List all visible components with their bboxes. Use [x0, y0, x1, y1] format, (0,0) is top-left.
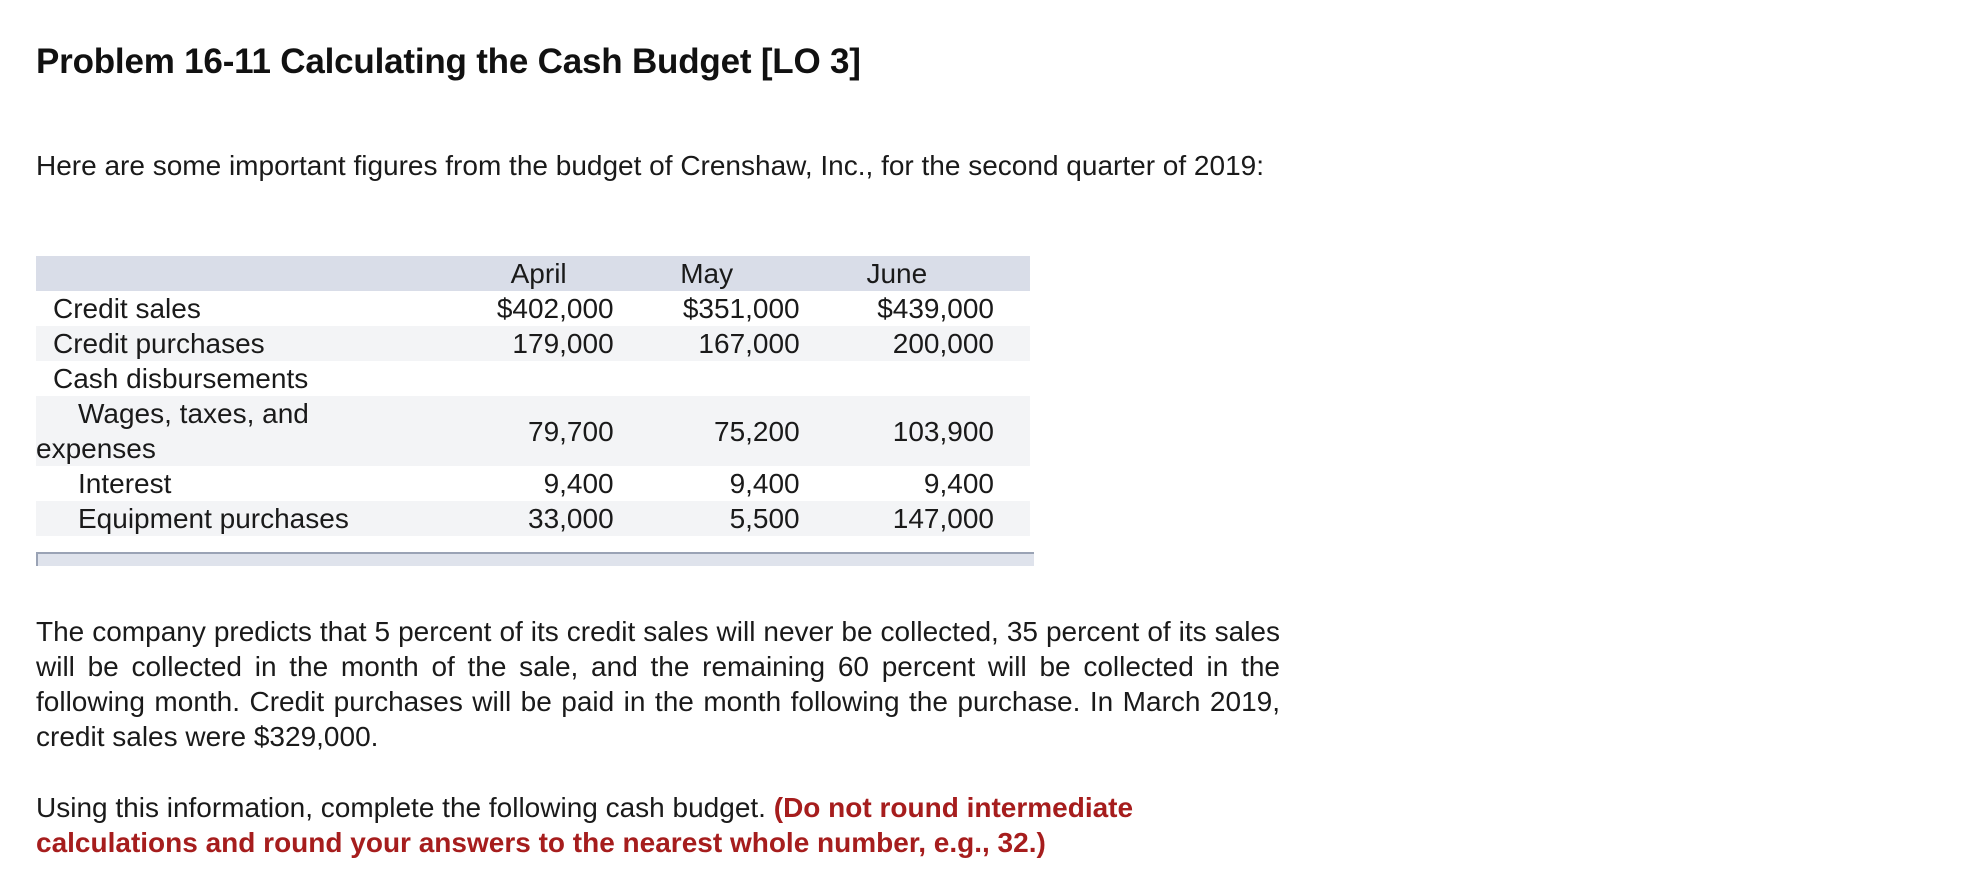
intro-paragraph: Here are some important figures from the budget of Crenshaw, Inc., for the second quarter of 2019: — [36, 150, 1264, 181]
table-row — [36, 291, 1030, 326]
table-row — [36, 466, 1030, 501]
cell-april: 79,700 — [446, 396, 613, 466]
cell-june — [800, 361, 1030, 396]
cell-june: 200,000 — [800, 326, 1030, 361]
header-blank-cell — [36, 256, 446, 291]
row-label: Credit purchases — [36, 326, 446, 361]
row-label: Interest — [78, 468, 172, 499]
cell-april — [446, 361, 613, 396]
instruction-text: Using this information, complete the following cash budget. — [36, 792, 766, 823]
row-label: Cash disbursements — [53, 363, 309, 394]
company-prediction-paragraph: The company predicts that 5 percent of its credit sales will never be collected, 35 percent of its sales will be collected in the month of the sale, and the remaining 60 percent will be collected in the following month. Credit purchases will be paid in the month following the purchase. In March 2019, credit sales were $329,000. — [36, 616, 1280, 752]
header-april: April — [446, 256, 613, 291]
table-row — [36, 326, 1030, 361]
row-label-line2: expenses — [36, 433, 156, 464]
cell-may: 167,000 — [614, 326, 800, 361]
cell-may: $351,000 — [682, 293, 800, 324]
row-label: Credit sales — [53, 293, 201, 324]
cell-april: 9,400 — [543, 468, 614, 499]
table-row — [36, 396, 1030, 466]
cell-may — [614, 361, 800, 396]
row-label: Equipment purchases — [36, 501, 446, 536]
cell-june: $439,000 — [877, 293, 994, 324]
header-june: June — [800, 256, 1030, 291]
cell-april: 33,000 — [446, 501, 613, 536]
cell-may: 75,200 — [614, 396, 800, 466]
table-horizontal-scrollbar[interactable] — [36, 552, 1034, 566]
cell-april: $402,000 — [496, 293, 614, 324]
problem-title: Problem 16-11 Calculating the Cash Budget [LO 3] — [36, 42, 861, 81]
cell-may: 9,400 — [729, 468, 800, 499]
table-header-row — [36, 256, 1030, 291]
cell-june: 103,900 — [800, 396, 1030, 466]
cell-june: 9,400 — [923, 468, 994, 499]
row-label — [36, 396, 446, 466]
row-label-line1: Wages, taxes, and — [78, 398, 309, 429]
cell-may: 5,500 — [614, 501, 800, 536]
header-may: May — [614, 256, 800, 291]
budget-figures-table — [36, 256, 1030, 536]
table-row — [36, 361, 1030, 396]
cell-april: 179,000 — [446, 326, 613, 361]
instruction-emphasis: (Do not round intermediate calculations and round your answers to the nearest whole number, e.g., 32.) — [36, 792, 1134, 858]
cell-june: 147,000 — [800, 501, 1030, 536]
table-row — [36, 501, 1030, 536]
instruction-paragraph — [36, 790, 1280, 860]
